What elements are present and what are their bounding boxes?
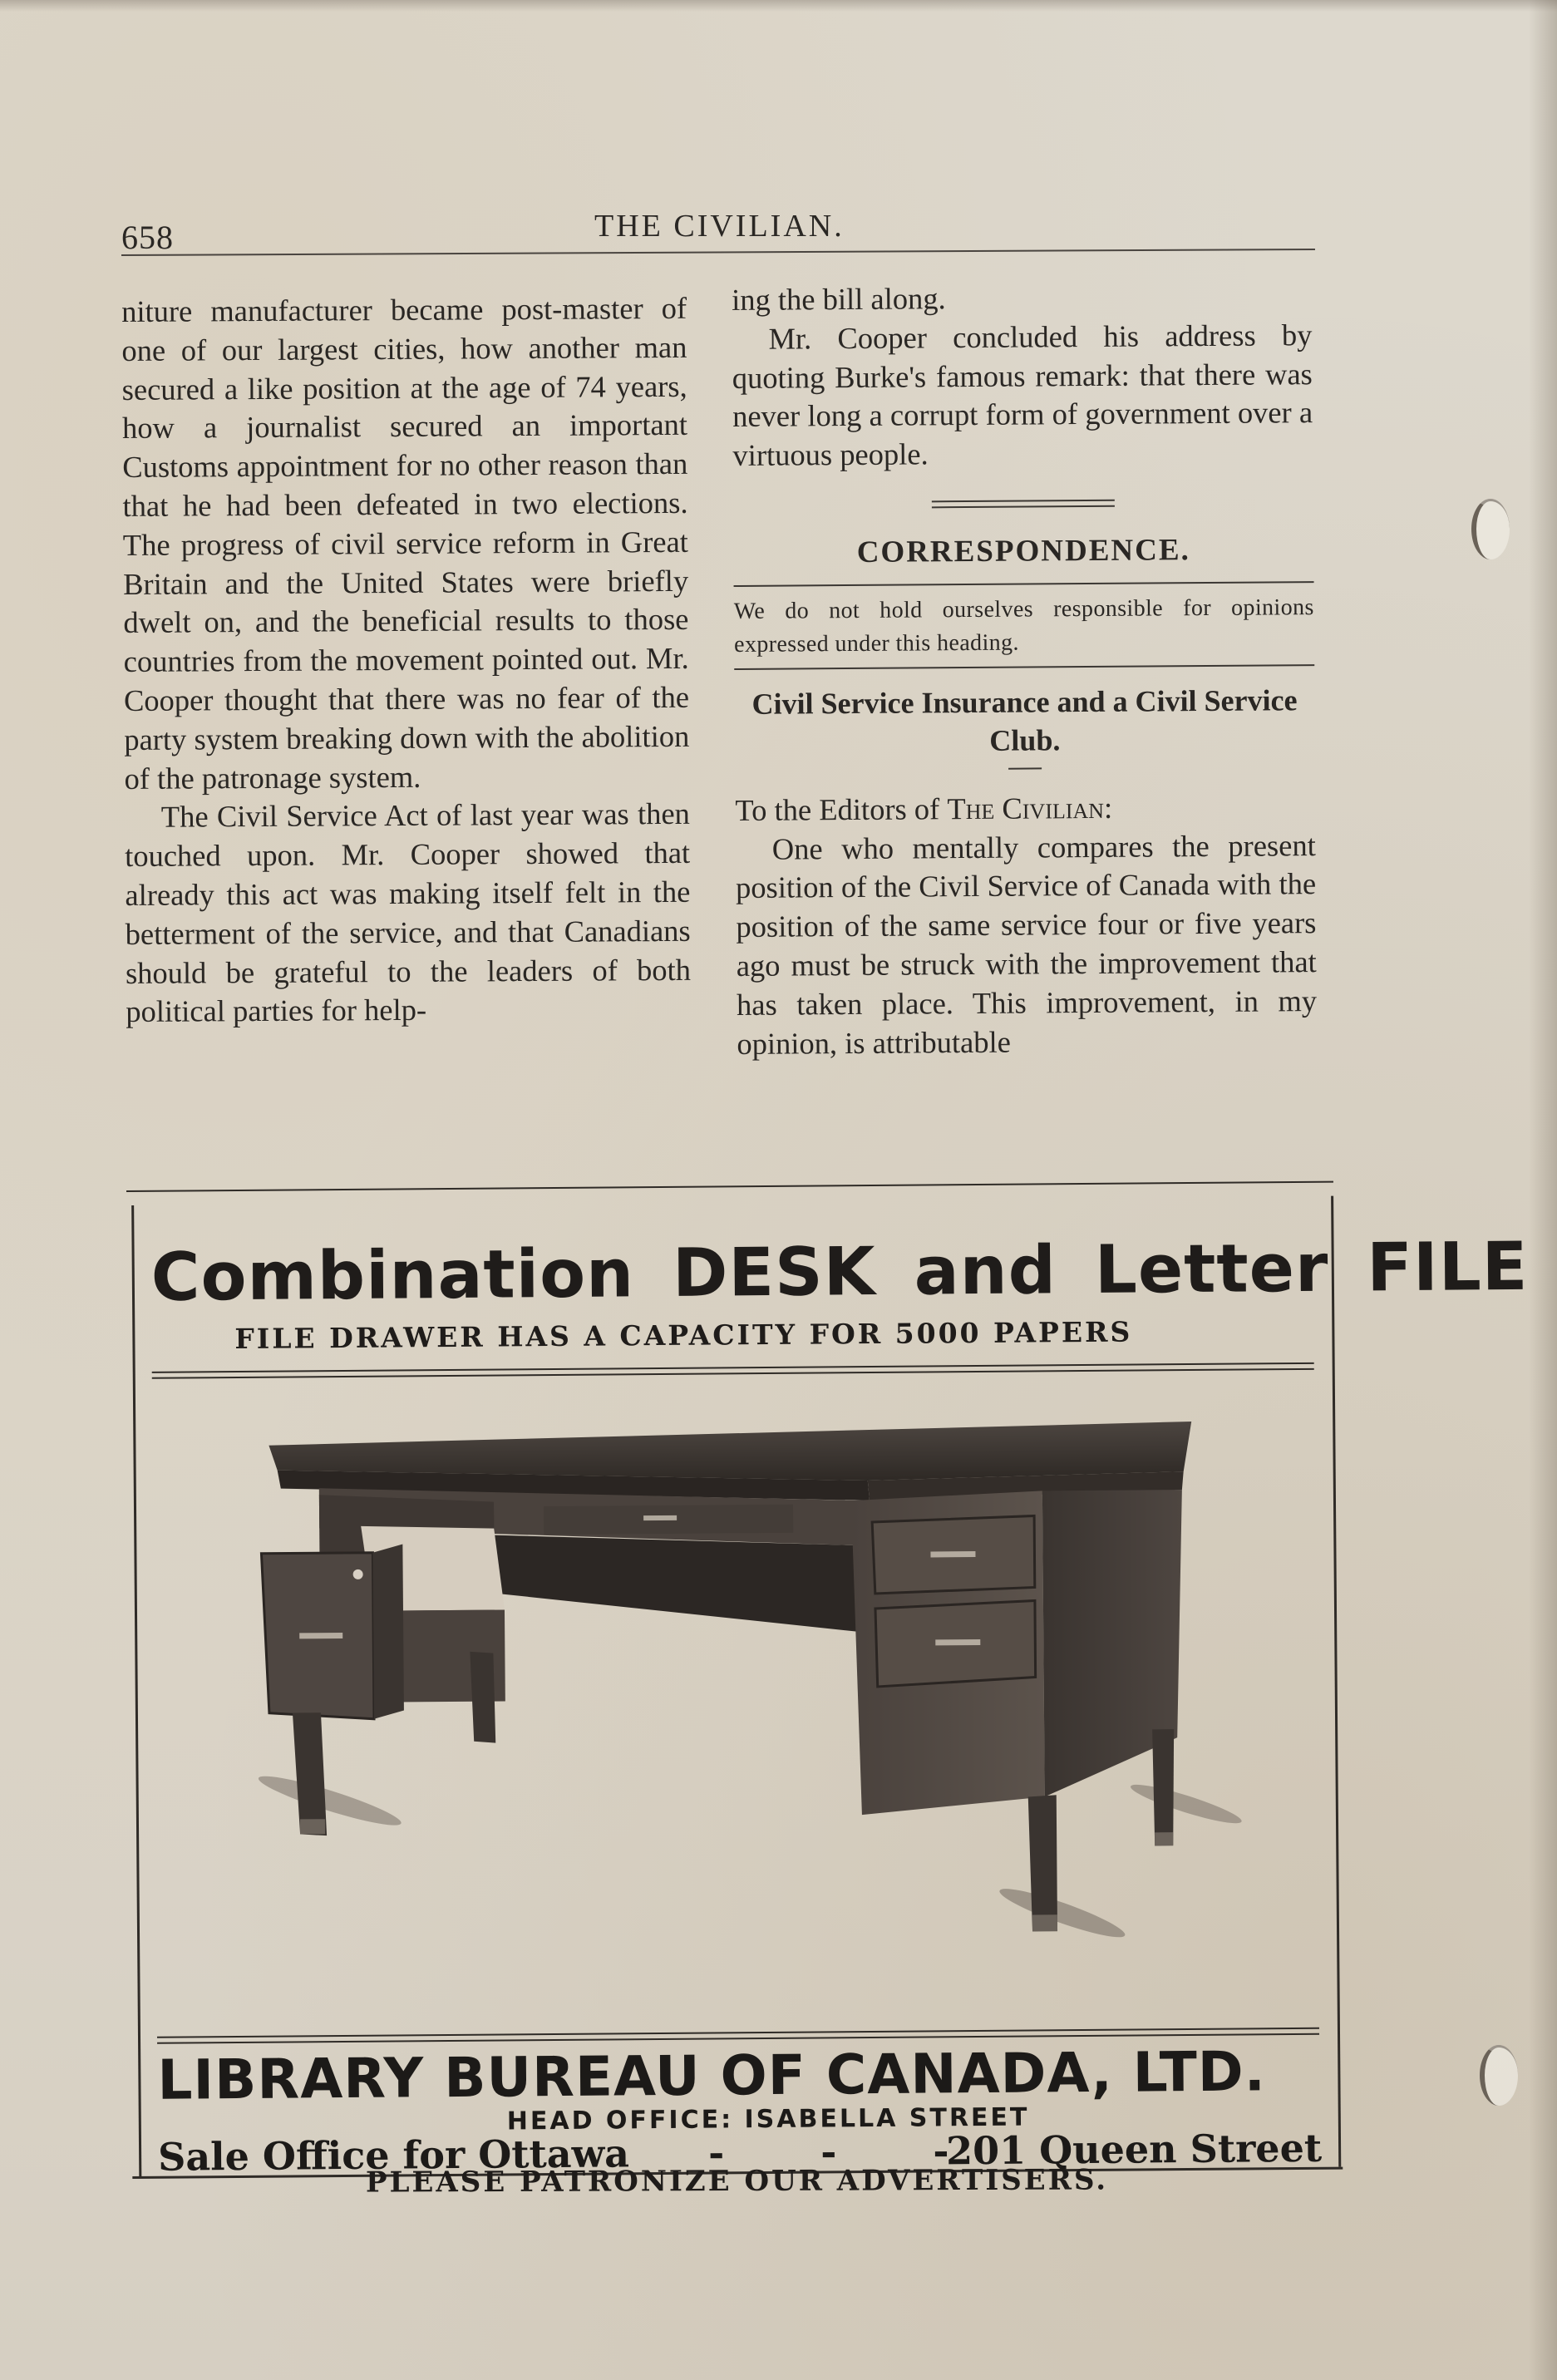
ad-title-word: FILE — [1366, 1227, 1529, 1307]
salutation-suffix: : — [1103, 790, 1113, 825]
left-paragraph-1: niture manufacturer became post-master of one of our largest cities, how another man secured a like position at the age of 74 years, how a journalist secured an important Customs appointment for no other reason than that he had been defeated in two elections. The progress of civil service reform in Great Britain and the United States were briefly dwelt on, and the beneficial results to those countries from the movement pointed out. Mr. Cooper thought that there was no fear of the party system breaking down with the abolition of the patronage system. — [121, 290, 690, 796]
right-paragraph-1: ing the bill along. — [732, 281, 946, 317]
binding-hole-upper — [1471, 499, 1510, 559]
left-column — [121, 289, 691, 1032]
desk-drawing — [194, 1379, 1279, 2019]
page-top-shadow — [0, 0, 1557, 12]
desk-illustration — [194, 1379, 1279, 2019]
header-rule — [121, 249, 1315, 256]
ad-title-word: Letter — [1094, 1229, 1329, 1308]
binding-hole-lower — [1480, 2045, 1518, 2106]
footer-patronize-line: PLEASE PATRONIZE OUR ADVERTISERS. — [365, 2163, 1109, 2200]
ad-rule-upper — [152, 1362, 1314, 1379]
correspondence-rule-bottom — [734, 664, 1314, 670]
salutation-prefix: To the Editors of — [735, 791, 948, 827]
correspondence-rule-top — [734, 581, 1314, 587]
ad-sale-office-dashes: - - - — [707, 2127, 991, 2176]
ad-top-rule — [126, 1181, 1333, 1192]
ad-company-name: LIBRARY BUREAU OF CANADA, LTD. — [157, 2039, 1267, 2112]
running-head: THE CIVILIAN. — [594, 209, 845, 244]
ad-sale-office-label: Sale Office for Ottawa — [157, 2131, 630, 2180]
letter-salutation — [735, 787, 1315, 830]
ad-subtitle: FILE DRAWER HAS A CAPACITY FOR 5000 PAPERS — [234, 1315, 1133, 1356]
ad-sale-office-address: 201 Queen Street — [945, 2125, 1323, 2174]
letter-heading-rule — [1008, 767, 1042, 769]
correspondence-disclaimer: We do not hold ourselves responsible for opinions expressed under this heading. — [733, 594, 1314, 658]
ad-head-office: HEAD OFFICE: ISABELLA STREET — [506, 2102, 1030, 2136]
letter-heading: Civil Service Insurance and a Civil Service Club. — [751, 683, 1298, 757]
ad-frame — [131, 1196, 1529, 2180]
page-number: 658 — [121, 219, 174, 256]
section-divider — [932, 500, 1115, 509]
ad-title-word: Combination — [150, 1234, 635, 1316]
page-right-shadow — [1529, 0, 1557, 2380]
ad-title — [150, 1227, 1529, 1316]
left-paragraph-2: The Civil Service Act of last year was then touched upon. Mr. Cooper showed that already this act was making itself felt in the betterment of the service, and that Canadians should be grateful to the leaders of both political parties for help- — [125, 796, 692, 1029]
ad-title-word: and — [914, 1231, 1057, 1310]
salutation-paper-name: The Civilian — [947, 790, 1105, 825]
letter-paragraph-1: One who mentally compares the present position of the Civil Service of Canada with the position of the same service four or five years ago must be struck with the improvement that has taken place. This improvement, in my opinion, is attributable — [735, 827, 1318, 1061]
desk-advertisement — [131, 1181, 1529, 2180]
right-column — [732, 277, 1318, 1063]
right-paragraph-2: Mr. Cooper concluded his address by quoting Burke's famous remark: that there was never long a corrupt form of government over a virtuous people. — [732, 317, 1313, 473]
correspondence-heading: CORRESPONDENCE. — [856, 533, 1190, 569]
ad-title-word: DESK — [672, 1232, 877, 1312]
